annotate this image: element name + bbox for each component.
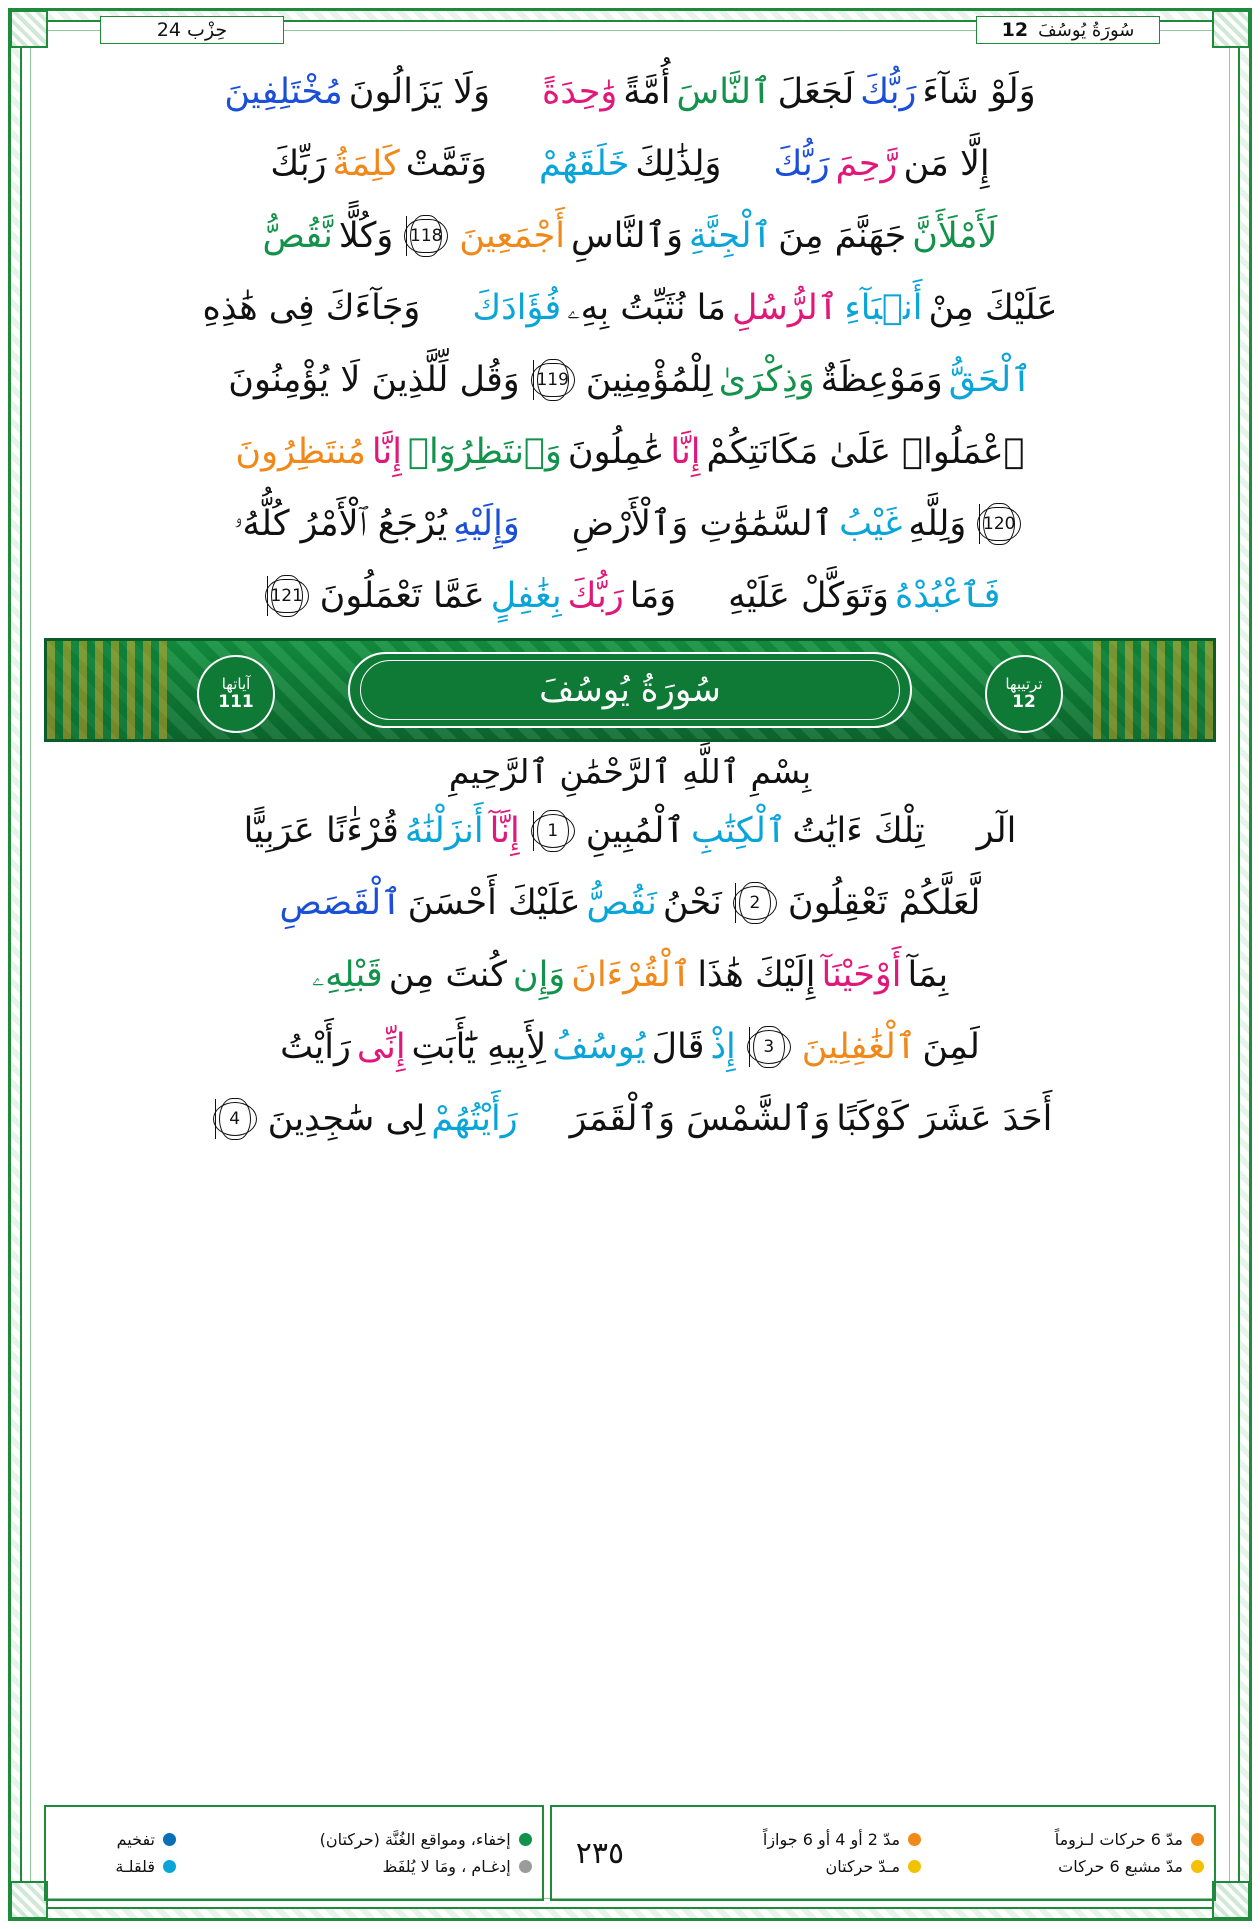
word: لَمِنَ [922,1026,980,1067]
surah-title-banner [44,638,1216,742]
word: قُرْءَٰنًا عَرَبِيًّا [243,810,399,851]
word: ٱلْقُرْءَانَ [571,954,692,995]
word: وَكُلًّا [338,215,394,256]
legend-item [56,1830,176,1849]
surah-title-plate [348,652,912,728]
ayah-line [44,56,1216,128]
legend-dot-icon [1191,1833,1204,1846]
surah-header-number: 12 [1001,19,1029,41]
word: لِى سَٰجِدِينَ [267,1098,426,1139]
corner-ornament-top-left [10,10,48,48]
word: نَّقُصُّ [262,215,333,256]
ayah-line [44,795,1216,867]
word: رَّحِمَ [835,143,898,184]
word: ٱلْكِتَٰبِ [690,810,787,851]
surah-ayat-medallion [197,655,275,733]
word: قَبْلِهِۦ [311,954,383,995]
page-number: ٢٣٥ [575,1835,625,1871]
legend-item [176,1857,532,1876]
legend-dot-icon [519,1833,532,1846]
ayah-marker: 2 [731,883,779,923]
legend-label: مدّ 6 حركات لـزوماً [1054,1830,1183,1849]
word: جَهَنَّمَ مِنَ [778,215,907,256]
ayah-marker: 120 [975,504,1023,544]
word: وَجَآءَكَ فِى هَٰذِهِ [202,287,421,328]
word: أَوْحَيْنَآ [821,954,902,995]
word: وَلَا يَزَالُونَ [348,71,490,112]
ayah-line [44,867,1216,939]
word: وَقُل لِّلَّذِينَ لَا يُؤْمِنُونَ [228,359,520,400]
word: وَمَا [629,575,677,616]
word: فَٱعْبُدْهُ [894,575,1001,616]
legend-column-madd [921,1830,1204,1876]
word: أَنۢبَآءِ [844,287,923,328]
corner-ornament-top-right [1212,10,1250,48]
word: ٱلرُّسُلِ [732,287,839,328]
word: مَا نُثَبِّتُ بِهِۦ [567,287,726,328]
word: وَٰحِدَةً [541,71,618,112]
legend-column-madd-2 [638,1830,921,1876]
word: إِذْ [710,1026,736,1067]
word: عَمَّا تَعْمَلُونَ [319,575,485,616]
ayah-line [44,939,1216,1011]
word: قَالَ [651,1026,705,1067]
word: نَحْنُ [662,882,722,923]
ayah-marker: 4 [211,1099,259,1139]
word: ٱلْحَقُّ [948,359,1032,400]
ayah-line [44,344,1216,416]
word: بِمَآ [907,954,949,995]
word: رَبُّكَ [860,71,917,112]
ayah-line [44,200,1216,272]
banner-ornament-right [1093,641,1213,739]
surah-order-label: ترتيبها [1005,674,1043,693]
legend-label: تفخيم [116,1830,155,1849]
word: وَٱلشَّمْسَ وَٱلْقَمَرَ [569,1098,831,1139]
legend-box-left [44,1805,544,1901]
legend-item [638,1830,921,1849]
quran-text-body [44,56,1216,1799]
word: رَبُّكَ [567,575,624,616]
ayah-marker: 118 [402,216,450,256]
word: تِلْكَ ءَايَٰتُ [792,810,925,851]
legend-dot-icon [163,1860,176,1873]
word: ٱلْغَٰفِلِينَ [801,1026,917,1067]
word: مُنتَظِرُونَ [235,431,366,472]
legend-label: إدغـام ، ومَا لا يُلفَظ [382,1857,511,1876]
legend-label: مدّ مشبع 6 حركات [1058,1857,1183,1876]
ayah-marker: 3 [745,1027,793,1067]
word: ٱلْمُبِينِ [585,810,685,851]
word: رَأَيْتُهُمْ [431,1098,518,1139]
basmala-line: بِسْمِ ٱللَّهِ ٱلرَّحْمَٰنِ ٱلرَّحِيمِ [448,752,812,791]
word: بِغَٰفِلٍ [490,575,562,616]
legend-label: مدّ 2 أو 4 أو 6 جوازاً [762,1830,901,1849]
word: وَإِن [512,954,566,995]
word: يُوسُفُ [552,1026,646,1067]
word: كُنتَ مِن [388,954,507,995]
word: عَٰمِلُونَ [567,431,665,472]
ayah-marker: 121 [263,576,311,616]
ayah-line [44,416,1216,488]
word: لَأَمْلَأَنَّ [912,215,998,256]
word: لَجَعَلَ [777,71,855,112]
word: نَقُصُّ [586,882,657,923]
page-header [100,10,1160,50]
legend-label: مـدّ حركتان [825,1857,901,1876]
word: ٱلْقَصَصِ [279,882,402,923]
surah-ayat-value: 111 [218,691,254,712]
ayah-line [44,560,1216,632]
word: وَلِلَّهِ [908,503,967,544]
surah-header-box [976,16,1160,44]
word: عَلَيْكَ مِنْ [928,287,1058,328]
legend-item [638,1857,921,1876]
word: إِنَّا [670,431,701,472]
word: يُرْجَعُ ٱلْأَمْرُ كُلُّهُۥ [233,503,448,544]
corner-ornament-bottom-left [10,1881,48,1919]
word: إِنِّى [356,1026,406,1067]
word: أُمَّةً [623,71,671,112]
word: عَلَيْكَ أَحْسَنَ [407,882,581,923]
word: إِلَيْكَ هَٰذَا [697,954,816,995]
legend-dot-icon [908,1833,921,1846]
word: وَتَوَكَّلْ عَلَيْهِ [728,575,889,616]
surah-header-name: سُورَةُ يُوسُفَ [1038,19,1135,41]
word: لِأَبِيهِ يَٰٓأَبَتِ [411,1026,547,1067]
word: رَبُّكَ [773,143,830,184]
word: وَٱلنَّاسِ [570,215,683,256]
word: وَتَمَّتْ [405,143,487,184]
word: الٓر [976,810,1017,851]
tajweed-legend [44,1805,1216,1901]
word: وَٱنتَظِرُوٓا۟ [408,431,562,472]
banner-ornament-left [47,641,167,739]
ayah-marker: 1 [529,811,577,851]
surah-order-value: 12 [1012,691,1036,712]
legend-column-ghunna [176,1830,532,1876]
word: إِلَّا مَن [903,143,990,184]
ayah-line [44,1011,1216,1083]
word: مُخْتَلِفِينَ [224,71,343,112]
legend-item [921,1857,1204,1876]
juz-header-box [100,16,284,44]
ayah-line [44,1083,1216,1155]
word: أَنزَلْنَٰهُ [404,810,484,851]
word: ٱلسَّمَٰوَٰتِ وَٱلْأَرْضِ [571,503,834,544]
legend-dot-icon [1191,1860,1204,1873]
word: وَإِلَيْهِ [453,503,520,544]
word: فُؤَادَكَ [472,287,562,328]
word: غَيْبُ [839,503,903,544]
ayah-line [44,488,1216,560]
legend-label: قلقلـة [115,1857,155,1876]
word: وَلَوْ شَآءَ [922,71,1036,112]
ayah-marker: 119 [529,360,577,400]
word: إِنَّا [371,431,403,472]
legend-dot-icon [519,1860,532,1873]
word: وَمَوْعِظَةٌ [820,359,943,400]
juz-header-label: حِزْب 24 [156,19,228,41]
legend-item [56,1857,176,1876]
word: لِلْمُؤْمِنِينَ [585,359,713,400]
legend-dot-icon [163,1833,176,1846]
word: ٱلنَّاسَ [676,71,772,112]
legend-label: إخفاء، ومواقع الغُنَّة (حركتان) [319,1830,511,1849]
corner-ornament-bottom-right [1212,1881,1250,1919]
word: وَذِكْرَىٰ [718,359,815,400]
ayah-line [44,272,1216,344]
word: أَجْمَعِينَ [459,215,565,256]
legend-item [921,1830,1204,1849]
surah-title-text: سُورَةُ يُوسُفَ [360,660,900,720]
legend-item [176,1830,532,1849]
word: خَلَقَهُمْ [539,143,630,184]
word: إِنَّآ [489,810,520,851]
surah-ayat-label: آياتها [221,674,251,693]
ayah-line [44,128,1216,200]
word: وَلِذَٰلِكَ [635,143,722,184]
word: ٱعْمَلُوا۟ عَلَىٰ مَكَانَتِكُمْ [706,431,1025,472]
word: رَأَيْتُ [280,1026,351,1067]
surah-order-medallion [985,655,1063,733]
legend-box-right [550,1805,1216,1901]
legend-dot-icon [908,1860,921,1873]
word: لَّعَلَّكُمْ تَعْقِلُونَ [787,882,981,923]
legend-column-tafkhim [56,1830,176,1876]
word: أَحَدَ عَشَرَ كَوْكَبًا [836,1098,1053,1139]
word: رَبِّكَ [270,143,327,184]
word: كَلِمَةُ [332,143,400,184]
word: ٱلْجِنَّةِ [688,215,773,256]
